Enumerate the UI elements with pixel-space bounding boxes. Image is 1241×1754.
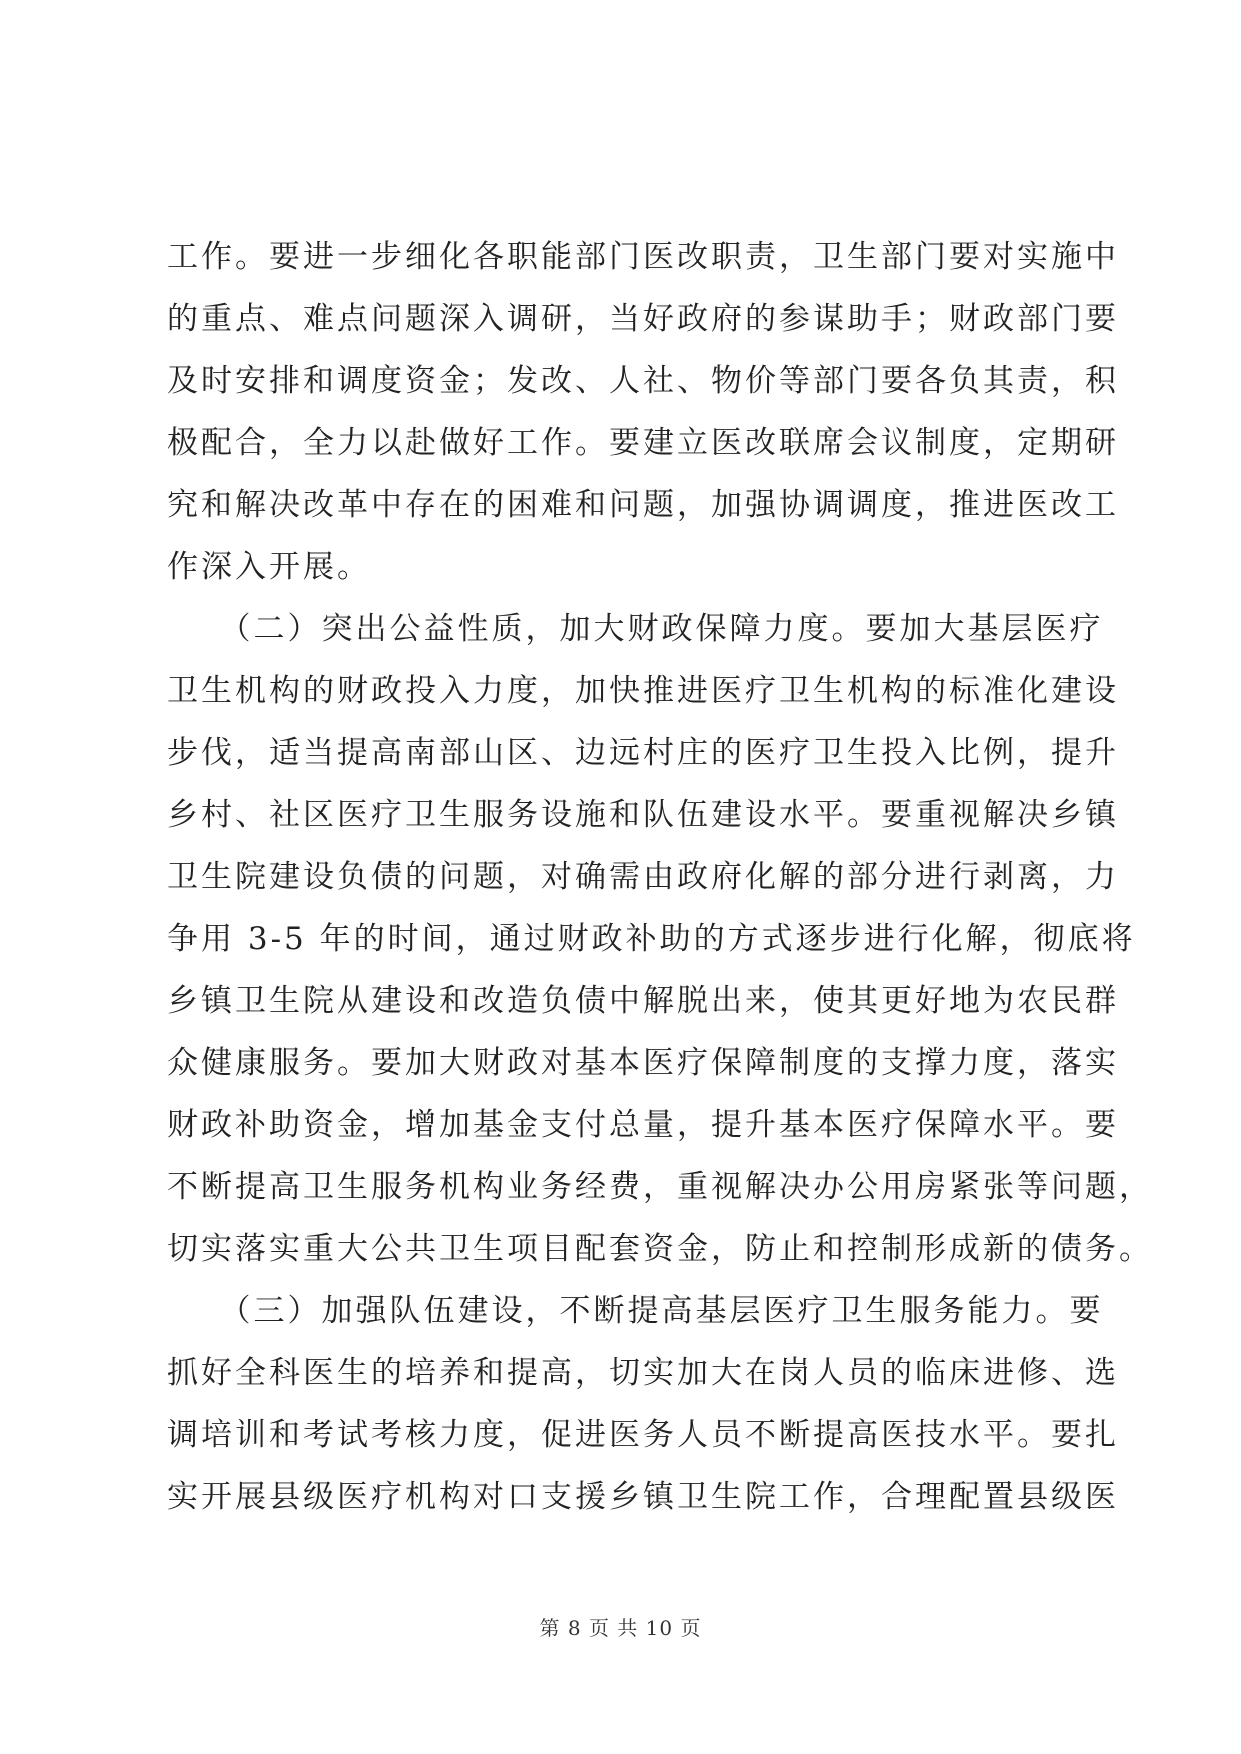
text-line: 众健康服务。要加大财政对基本医疗保障制度的支撑力度，落实	[167, 1045, 1119, 1081]
text-line: 作深入开展。	[167, 549, 371, 585]
text-line: 极配合，全力以赴做好工作。要建立医改联席会议制度，定期研	[167, 425, 1119, 461]
text-line: 工作。要进一步细化各职能部门医改职责，卫生部门要对实施中	[167, 239, 1119, 275]
text-line: 争用 3-5 年的时间，通过财政补助的方式逐步进行化解，彻底将	[167, 921, 1136, 957]
text-line: 卫生院建设负债的问题，对确需由政府化解的部分进行剥离，力	[167, 859, 1119, 895]
text-line: 实开展县级医疗机构对口支援乡镇卫生院工作，合理配置县级医	[167, 1479, 1119, 1515]
text-line: （二）突出公益性质，加大财政保障力度。要加大基层医疗	[167, 611, 1104, 647]
text-line: （三）加强队伍建设，不断提高基层医疗卫生服务能力。要	[167, 1293, 1104, 1329]
text-line: 财政补助资金，增加基金支付总量，提升基本医疗保障水平。要	[167, 1107, 1119, 1143]
text-line: 的重点、难点问题深入调研，当好政府的参谋助手；财政部门要	[167, 301, 1119, 337]
text-line: 抓好全科医生的培养和提高，切实加大在岗人员的临床进修、选	[167, 1355, 1119, 1391]
document-body	[167, 226, 1153, 1528]
text-line: 乡村、社区医疗卫生服务设施和队伍建设水平。要重视解决乡镇	[167, 797, 1119, 833]
text-line: 不断提高卫生服务机构业务经费，重视解决办公用房紧张等问题，	[167, 1169, 1153, 1205]
text-line: 乡镇卫生院从建设和改造负债中解脱出来，使其更好地为农民群	[167, 983, 1119, 1019]
text-line: 卫生机构的财政投入力度，加快推进医疗卫生机构的标准化建设	[167, 673, 1119, 709]
text-line: 及时安排和调度资金；发改、人社、物价等部门要各负其责，积	[167, 363, 1119, 399]
text-line: 步伐，适当提高南部山区、边远村庄的医疗卫生投入比例，提升	[167, 735, 1119, 771]
text-line: 究和解决改革中存在的困难和问题，加强协调调度，推进医改工	[167, 487, 1119, 523]
text-line: 调培训和考试考核力度，促进医务人员不断提高医技水平。要扎	[167, 1417, 1119, 1453]
page-footer: 第 8 页 共 10 页	[539, 1616, 702, 1640]
text-line: 切实落实重大公共卫生项目配套资金，防止和控制形成新的债务。	[167, 1231, 1153, 1267]
